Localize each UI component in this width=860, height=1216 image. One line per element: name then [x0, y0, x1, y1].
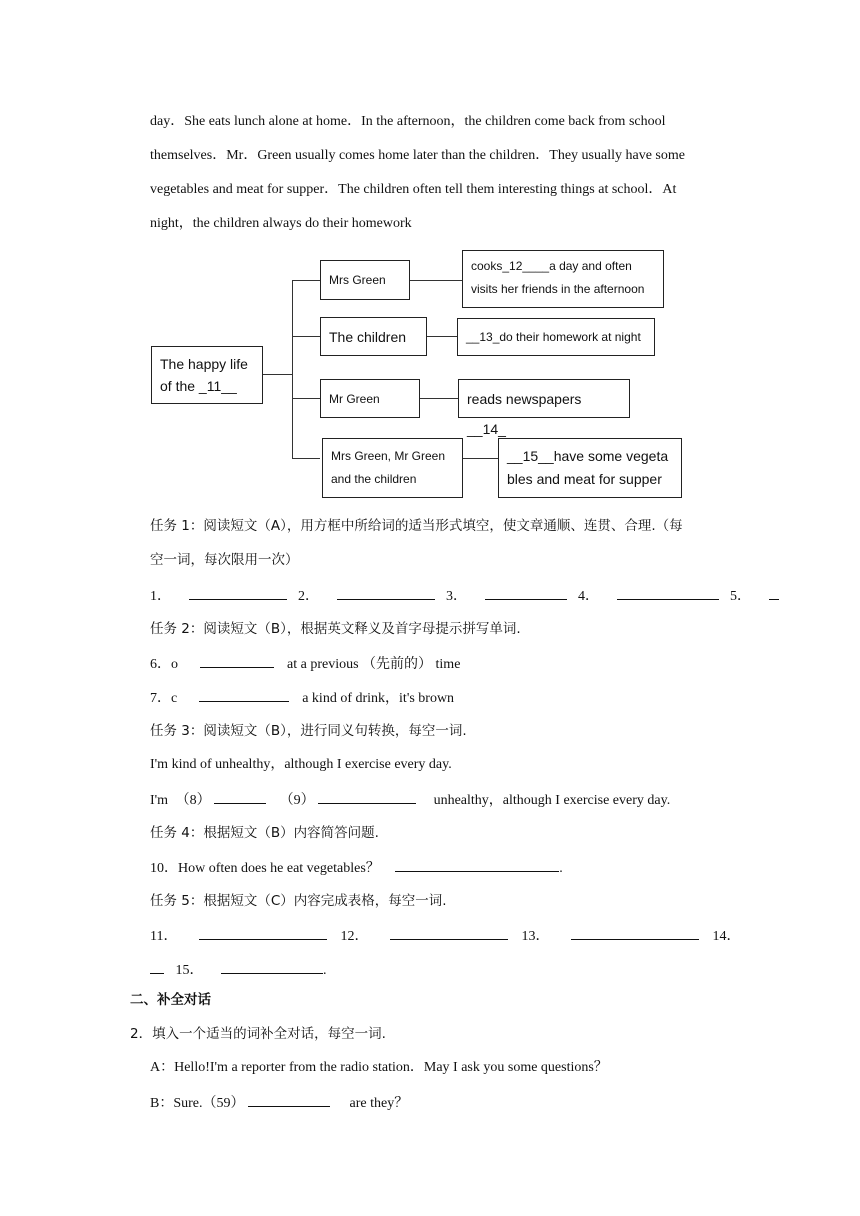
answer-blank-8[interactable] [214, 789, 266, 804]
answer-blank-14[interactable] [150, 959, 164, 974]
answer-blank-11[interactable] [199, 925, 327, 940]
connector-branch-2 [292, 336, 320, 337]
answer-blank-12[interactable] [390, 925, 508, 940]
task2-heading: 任务 2：阅读短文（B），根据英文释义及首字母提示拼写单词. [150, 621, 521, 637]
blank-8-label: （8） [175, 793, 211, 808]
connector-detail-2 [427, 336, 457, 337]
children-detail-label: __13_do their homework at night [466, 330, 641, 344]
answer-blank-5[interactable] [769, 585, 779, 600]
task3-im: I'm [150, 793, 169, 808]
family-line-2: and the children [331, 472, 417, 486]
family-detail-line-1: __15__have some vegeta [507, 448, 669, 464]
mr-green-box [320, 379, 420, 418]
answer-blank-4[interactable] [617, 585, 719, 600]
dialogue-b [150, 1092, 408, 1114]
family-detail-line-2: bles and meat for supper [507, 471, 662, 487]
life-diagram [0, 0, 860, 510]
connector-root [262, 374, 293, 375]
connector-branch-1 [292, 280, 320, 281]
task5-num-15: 15． [175, 963, 204, 978]
task1-num-1: 1． [150, 589, 171, 604]
mrs-green-label: Mrs Green [329, 273, 386, 287]
q7-clue: a kind of drink，it's brown [302, 691, 455, 706]
task1-answers [150, 585, 783, 607]
answer-blank-2[interactable] [337, 585, 435, 600]
passage-line-3: vegetables and meat for supper．The children often tell them interesting things at school．At [150, 182, 677, 197]
q10-text: 10．How often does he eat vegetables？ [150, 861, 380, 876]
task1-num-4: 4． [578, 589, 599, 604]
answer-blank-9[interactable] [318, 789, 416, 804]
task5-num-14: 14． [712, 929, 741, 944]
q6-clue: at a previous （先前的） time [287, 657, 461, 672]
children-detail-box [457, 318, 655, 356]
task5-answers [150, 925, 740, 947]
blank-9-label: （9） [279, 793, 315, 808]
answer-blank-13[interactable] [571, 925, 699, 940]
answer-blank-10[interactable] [395, 857, 559, 872]
mrs-green-detail-box [462, 250, 664, 308]
mr-green-label: Mr Green [329, 392, 380, 406]
question-10 [150, 857, 563, 879]
answer-blank-15[interactable] [221, 959, 323, 974]
task5-period: . [323, 963, 327, 978]
task3-rest: unhealthy，although I exercise every day. [433, 793, 671, 808]
family-box [322, 438, 463, 498]
family-line-1: Mrs Green, Mr Green [331, 449, 446, 463]
q6-number: 6．o [150, 657, 178, 672]
family-detail-box [498, 438, 682, 498]
task5-num-12: 12． [340, 929, 369, 944]
passage-line-2: themselves．Mr．Green usually comes home later than the children．They usually have some [150, 148, 685, 163]
task1-heading: 任务 1：阅读短文（A），用方框中所给词的适当形式填空，使文章通顺、连贯、合理.（每 [150, 518, 683, 534]
task3-heading: 任务 3：阅读短文（B），进行同义句转换，每空一词. [150, 723, 467, 739]
task1-num-5: 5． [730, 589, 751, 604]
answer-blank-7[interactable] [199, 687, 289, 702]
answer-blank-3[interactable] [485, 585, 567, 600]
answer-blank-59[interactable] [248, 1092, 330, 1107]
task1-num-3: 3． [446, 589, 467, 604]
passage-line-1: day．She eats lunch alone at home．In the afternoon，the children come back from school [150, 114, 666, 129]
section-2-title: 二、补全对话 [130, 992, 211, 1008]
dialogue-a: A：Hello!I'm a reporter from the radio station．May I ask you some questions？ [150, 1060, 608, 1075]
connector-trunk [292, 280, 293, 458]
task1-num-2: 2． [298, 589, 319, 604]
connector-branch-4 [292, 458, 320, 459]
root-line-1: The happy life [160, 356, 248, 372]
task5-num-13: 13． [521, 929, 550, 944]
task1-heading-cont: 空一词，每次限用一次） [150, 552, 299, 568]
task3-sentence: I'm kind of unhealthy，although I exercise every day. [150, 757, 452, 772]
task5-num-11: 11． [150, 929, 178, 944]
task3-rewrite [150, 789, 670, 811]
task5-heading: 任务 5：根据短文（C）内容完成表格，每空一词. [150, 893, 447, 909]
connector-detail-1 [410, 280, 462, 281]
dialogue-b-end: are they？ [349, 1096, 409, 1111]
q10-period: . [559, 861, 563, 876]
root-line-2: of the _11__ [160, 378, 237, 394]
children-box [320, 317, 427, 356]
question-6 [150, 653, 460, 675]
connector-detail-3 [420, 398, 458, 399]
mr-green-detail-label: reads newspapers __14_ [467, 391, 582, 437]
dialogue-b-start: B：Sure.（59） [150, 1096, 245, 1111]
passage-line-4: night，the children always do their homework [150, 216, 412, 231]
question-2-prompt: 2．填入一个适当的词补全对话，每空一词. [130, 1026, 386, 1042]
mrs-green-detail-line-1: cooks_12____a day and often [471, 259, 632, 273]
task5-answers-cont [150, 959, 327, 981]
mr-green-detail-box [458, 379, 630, 437]
connector-detail-4 [463, 458, 498, 459]
children-label: The children [329, 329, 407, 345]
answer-blank-1[interactable] [189, 585, 287, 600]
task4-heading: 任务 4：根据短文（B）内容简答问题. [150, 825, 379, 841]
question-7 [150, 687, 454, 709]
mrs-green-detail-line-2: visits her friends in the afternoon [471, 282, 645, 296]
connector-branch-3 [292, 398, 320, 399]
root-box [151, 346, 263, 404]
q7-number: 7．c [150, 691, 178, 706]
mrs-green-box [320, 260, 410, 300]
answer-blank-6[interactable] [200, 653, 274, 668]
